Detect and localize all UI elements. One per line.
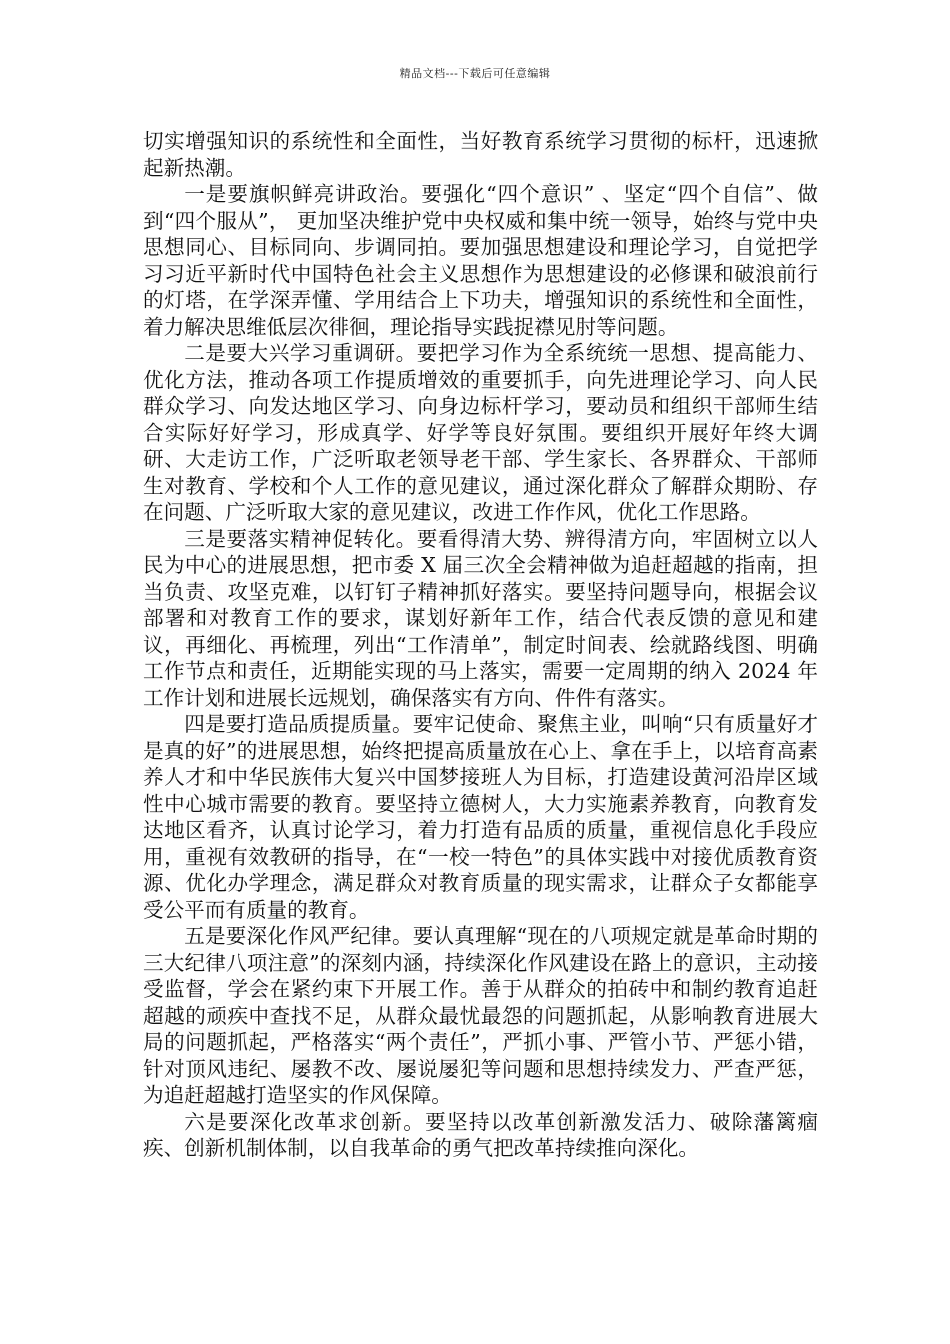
paragraph-continuation: 切实增强知识的系统性和全面性，当好教育系统学习贯彻的标杆，迅速掀起新热潮。 (143, 129, 818, 180)
paragraph-point-four: 四是要打造品质提质量。要牢记使命、聚焦主业，叫响“只有质量好才是真的好”的进展思想，始终把提高质量放在心上、拿在手上，以培育高素养人才和中华民族伟大复兴中国梦接班人为目标，打造建设黄河沿岸区域性中心城市需要的教育。要坚持立德树人，大力实施素养教育，向教育发达地区看齐，认真讨论学习，着力打造有品质的质量，重视信息化手段应用，重视有效教研的指导，在“一校一特色”的具体实践中对接优质教育资源、优化办学理念，满足群众对教育质量的现实需求，让群众子女都能享受公平而有质量的教育。 (143, 712, 818, 922)
paragraph-point-five: 五是要深化作风严纪律。要认真理解“现在的八项规定就是革命时期的三大纪律八项注意”的深刻内涵，持续深化作风建设在路上的意识，主动接受监督，学会在紧约束下开展工作。善于从群众的拍砖中和制约教育追赶超越的顽疾中查找不足，从群众最忧最怨的问题抓起，从影响教育进展大局的问题抓起，严格落实“两个责任”，严抓小事、严管小节、严惩小错，针对顶风违纪、屡教不改、屡说屡犯等问题和思想持续发力、严查严惩，为追赶超越打造坚实的作风保障。 (143, 924, 818, 1107)
document-body (143, 128, 818, 1162)
paragraph-point-one: 一是要旗帜鲜亮讲政治。要强化“四个意识” 、坚定“四个自信”、做到“四个服从”， 更加坚决维护党中央权威和集中统一领导，始终与党中央思想同心、目标同向、步调同拍。要加强思想建设和理论学习，自觉把学习习近平新时代中国特色社会主义思想作为思想建设的必修课和破浪前行的灯塔，在学深弄懂、学用结合上下功夫，增强知识的系统性和全面性，着力解决思维低层次徘徊，理论指导实践捉襟见肘等问题。 (143, 182, 818, 339)
paragraph-point-three: 三是要落实精神促转化。要看得清大势、辨得清方向，牢固树立以人民为中心的进展思想，把市委 X 届三次全会精神做为追赶超越的指南，担当负责、攻坚克难，以钉钉子精神抓好落实。要坚持问题导向，根据会议部署和对教育工作的要求，谋划好新年工作，结合代表反馈的意见和建议，再细化、再梳理，列出“工作清单”，制定时间表、绘就路线图、明确工作节点和责任，近期能实现的马上落实，需要一定周期的纳入 2024 年工作计划和进展长远规划，确保落实有方向、件件有落实。 (143, 526, 818, 710)
page-header: 精品文档---下载后可任意编辑 (399, 67, 551, 80)
paragraph-point-six: 六是要深化改革求创新。要坚持以改革创新激发活力、破除藩篱痼疾、创新机制体制，以自我革命的勇气把改革持续推向深化。 (143, 1109, 818, 1160)
paragraph-point-two: 二是要大兴学习重调研。要把学习作为全系统统一思想、提高能力、优化方法，推动各项工作提质增效的重要抓手，向先进理论学习、向人民群众学习、向发达地区学习、向身边标杆学习，要动员和组织干部师生结合实际好好学习，形成真学、好学等良好氛围。要组织开展好年终大调研、大走访工作，广泛听取老领导老干部、学生家长、各界群众、干部师生对教育、学校和个人工作的意见建议，通过深化群众了解群众期盼、存在问题、广泛听取大家的意见建议，改进工作作风，优化工作思路。 (143, 341, 818, 524)
